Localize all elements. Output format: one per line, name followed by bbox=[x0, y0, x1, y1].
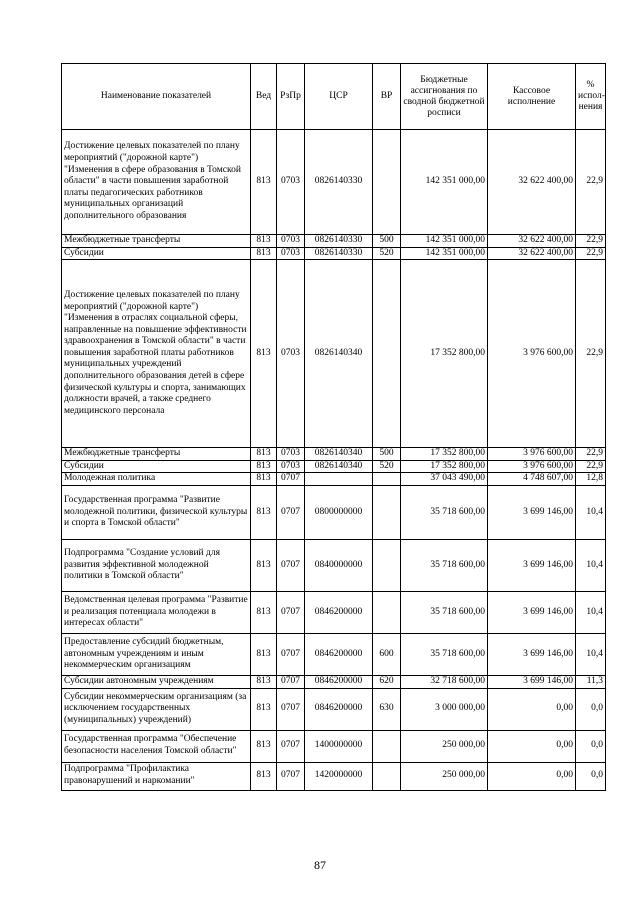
cell-name: Подпрограмма "Создание условий для развития эффективной молодежной политики в Томской области" bbox=[62, 539, 251, 591]
table-row bbox=[62, 247, 606, 260]
cell-rzpr: 0703 bbox=[277, 130, 305, 235]
cell-rzpr: 0707 bbox=[277, 688, 305, 730]
table-row bbox=[62, 762, 606, 790]
cell-percent: 0,0 bbox=[576, 762, 606, 790]
cell-name: Молодежная политика bbox=[62, 473, 251, 486]
cell-cash: 4 748 607,00 bbox=[488, 473, 576, 486]
cell-vr: 620 bbox=[373, 675, 401, 688]
cell-ved: 813 bbox=[251, 247, 277, 260]
header-budget: Бюджетные ассигнования по сводной бюджетной росписи bbox=[401, 64, 488, 130]
cell-ved: 813 bbox=[251, 235, 277, 248]
cell-budget: 37 043 490,00 bbox=[401, 473, 488, 486]
cell-name: Субсидии bbox=[62, 460, 251, 473]
cell-percent: 10,4 bbox=[576, 539, 606, 591]
cell-ved: 813 bbox=[251, 730, 277, 762]
cell-name: Межбюджетные трансферты bbox=[62, 448, 251, 461]
cell-percent: 22,9 bbox=[576, 235, 606, 248]
cell-percent: 0,0 bbox=[576, 730, 606, 762]
page-number: 87 bbox=[314, 858, 326, 872]
table-header-row bbox=[62, 64, 606, 130]
cell-rzpr: 0703 bbox=[277, 260, 305, 448]
budget-table bbox=[61, 63, 606, 791]
cell-budget: 17 352 800,00 bbox=[401, 460, 488, 473]
cell-cash: 32 622 400,00 bbox=[488, 130, 576, 235]
cell-cash: 3 976 600,00 bbox=[488, 460, 576, 473]
header-csr: ЦСР bbox=[305, 64, 373, 130]
cell-cash: 0,00 bbox=[488, 730, 576, 762]
cell-cash: 3 699 146,00 bbox=[488, 591, 576, 633]
cell-csr: 0846200000 bbox=[305, 688, 373, 730]
cell-name: Государственная программа "Развитие молодежной политики, физической культуры и спорта в Томской области" bbox=[62, 485, 251, 539]
cell-budget: 250 000,00 bbox=[401, 730, 488, 762]
cell-rzpr: 0707 bbox=[277, 675, 305, 688]
cell-name: Ведомственная целевая программа "Развитие и реализация потенциала молодежи в интересах области" bbox=[62, 591, 251, 633]
cell-percent: 12,8 bbox=[576, 473, 606, 486]
table-row bbox=[62, 260, 606, 448]
cell-csr: 0826140330 bbox=[305, 247, 373, 260]
cell-percent: 10,4 bbox=[576, 633, 606, 675]
cell-csr: 1400000000 bbox=[305, 730, 373, 762]
table-row bbox=[62, 473, 606, 486]
cell-name: Субсидии некоммерческим организациям (за исключением государственных (муниципальных) учреждений) bbox=[62, 688, 251, 730]
table-row bbox=[62, 688, 606, 730]
header-percent: % испол- нения bbox=[576, 64, 606, 130]
table-row bbox=[62, 460, 606, 473]
table-row bbox=[62, 130, 606, 235]
table-row bbox=[62, 539, 606, 591]
cell-percent: 22,9 bbox=[576, 260, 606, 448]
cell-ved: 813 bbox=[251, 688, 277, 730]
cell-csr: 0826140330 bbox=[305, 235, 373, 248]
cell-cash: 0,00 bbox=[488, 688, 576, 730]
cell-csr: 0826140340 bbox=[305, 260, 373, 448]
cell-ved: 813 bbox=[251, 675, 277, 688]
cell-vr: 630 bbox=[373, 688, 401, 730]
cell-vr bbox=[373, 539, 401, 591]
cell-vr bbox=[373, 730, 401, 762]
table-body bbox=[62, 130, 606, 791]
cell-vr: 500 bbox=[373, 448, 401, 461]
table-row bbox=[62, 675, 606, 688]
cell-csr: 0846200000 bbox=[305, 591, 373, 633]
cell-rzpr: 0707 bbox=[277, 633, 305, 675]
cell-csr: 0826140330 bbox=[305, 130, 373, 235]
cell-csr: 0826140340 bbox=[305, 448, 373, 461]
cell-budget: 17 352 800,00 bbox=[401, 448, 488, 461]
cell-budget: 35 718 600,00 bbox=[401, 539, 488, 591]
cell-rzpr: 0703 bbox=[277, 460, 305, 473]
report-sheet bbox=[61, 63, 605, 791]
cell-rzpr: 0707 bbox=[277, 473, 305, 486]
table-row bbox=[62, 591, 606, 633]
cell-cash: 3 699 146,00 bbox=[488, 539, 576, 591]
cell-vr bbox=[373, 485, 401, 539]
cell-percent: 10,4 bbox=[576, 485, 606, 539]
header-cash: Кассовое исполнение bbox=[488, 64, 576, 130]
cell-csr bbox=[305, 473, 373, 486]
cell-ved: 813 bbox=[251, 448, 277, 461]
cell-csr: 0846200000 bbox=[305, 633, 373, 675]
cell-budget: 250 000,00 bbox=[401, 762, 488, 790]
cell-budget: 142 351 000,00 bbox=[401, 235, 488, 248]
cell-csr: 0826140340 bbox=[305, 460, 373, 473]
header-name: Наименование показателей bbox=[62, 64, 251, 130]
cell-percent: 22,9 bbox=[576, 130, 606, 235]
cell-budget: 35 718 600,00 bbox=[401, 591, 488, 633]
header-rzpr: РзПр bbox=[277, 64, 305, 130]
cell-percent: 22,9 bbox=[576, 247, 606, 260]
cell-csr: 1420000000 bbox=[305, 762, 373, 790]
cell-rzpr: 0707 bbox=[277, 591, 305, 633]
cell-name: Достижение целевых показателей по плану мероприятий ("дорожной карте") "Изменения в сфере образования в Томской области" в части повышения заработной платы педагогических работников муниципальных организаций дополнительного образования bbox=[62, 130, 251, 235]
table-row bbox=[62, 730, 606, 762]
table-row bbox=[62, 448, 606, 461]
cell-name: Предоставление субсидий бюджетным, автономным учреждениям и иным некоммерческим организациям bbox=[62, 633, 251, 675]
cell-vr: 600 bbox=[373, 633, 401, 675]
cell-rzpr: 0703 bbox=[277, 247, 305, 260]
cell-ved: 813 bbox=[251, 130, 277, 235]
cell-rzpr: 0707 bbox=[277, 762, 305, 790]
cell-cash: 32 622 400,00 bbox=[488, 235, 576, 248]
cell-ved: 813 bbox=[251, 539, 277, 591]
cell-budget: 142 351 000,00 bbox=[401, 130, 488, 235]
cell-rzpr: 0707 bbox=[277, 539, 305, 591]
cell-csr: 0846200000 bbox=[305, 675, 373, 688]
cell-ved: 813 bbox=[251, 591, 277, 633]
cell-ved: 813 bbox=[251, 633, 277, 675]
cell-vr: 500 bbox=[373, 235, 401, 248]
cell-vr bbox=[373, 591, 401, 633]
cell-vr bbox=[373, 260, 401, 448]
cell-name: Подпрограмма "Профилактика правонарушений и наркомании" bbox=[62, 762, 251, 790]
cell-ved: 813 bbox=[251, 485, 277, 539]
cell-name: Достижение целевых показателей по плану мероприятий ("дорожной карте") "Изменения в отраслях социальной сферы, направленные на повышение эффективности здравоохранения в Томской области" в части повышения заработной платы работников муниципальных учреждений дополнительного образования детей в сфере физической культуры и спорта, занимающих должности врачей, а также среднего медицинского персонала bbox=[62, 260, 251, 448]
cell-percent: 10,4 bbox=[576, 591, 606, 633]
cell-vr bbox=[373, 762, 401, 790]
cell-vr bbox=[373, 473, 401, 486]
cell-name: Государственная программа "Обеспечение безопасности населения Томской области" bbox=[62, 730, 251, 762]
cell-cash: 3 976 600,00 bbox=[488, 260, 576, 448]
cell-vr: 520 bbox=[373, 460, 401, 473]
cell-csr: 0800000000 bbox=[305, 485, 373, 539]
cell-percent: 0,0 bbox=[576, 688, 606, 730]
cell-budget: 17 352 800,00 bbox=[401, 260, 488, 448]
cell-ved: 813 bbox=[251, 762, 277, 790]
cell-budget: 35 718 600,00 bbox=[401, 633, 488, 675]
cell-rzpr: 0703 bbox=[277, 448, 305, 461]
cell-budget: 142 351 000,00 bbox=[401, 247, 488, 260]
cell-cash: 3 699 146,00 bbox=[488, 485, 576, 539]
cell-cash: 3 699 146,00 bbox=[488, 675, 576, 688]
table-row bbox=[62, 235, 606, 248]
table-row bbox=[62, 485, 606, 539]
cell-rzpr: 0703 bbox=[277, 235, 305, 248]
cell-name: Субсидии автономным учреждениям bbox=[62, 675, 251, 688]
cell-percent: 22,9 bbox=[576, 460, 606, 473]
header-vr: ВР bbox=[373, 64, 401, 130]
cell-cash: 3 976 600,00 bbox=[488, 448, 576, 461]
cell-budget: 32 718 600,00 bbox=[401, 675, 488, 688]
cell-percent: 11,3 bbox=[576, 675, 606, 688]
cell-percent: 22,9 bbox=[576, 448, 606, 461]
cell-name: Субсидии bbox=[62, 247, 251, 260]
cell-rzpr: 0707 bbox=[277, 730, 305, 762]
cell-budget: 3 000 000,00 bbox=[401, 688, 488, 730]
cell-vr bbox=[373, 130, 401, 235]
cell-budget: 35 718 600,00 bbox=[401, 485, 488, 539]
table-row bbox=[62, 633, 606, 675]
cell-vr: 520 bbox=[373, 247, 401, 260]
cell-ved: 813 bbox=[251, 473, 277, 486]
cell-rzpr: 0707 bbox=[277, 485, 305, 539]
header-ved: Вед bbox=[251, 64, 277, 130]
cell-ved: 813 bbox=[251, 260, 277, 448]
cell-csr: 0840000000 bbox=[305, 539, 373, 591]
cell-cash: 0,00 bbox=[488, 762, 576, 790]
cell-cash: 32 622 400,00 bbox=[488, 247, 576, 260]
cell-cash: 3 699 146,00 bbox=[488, 633, 576, 675]
cell-name: Межбюджетные трансферты bbox=[62, 235, 251, 248]
cell-ved: 813 bbox=[251, 460, 277, 473]
